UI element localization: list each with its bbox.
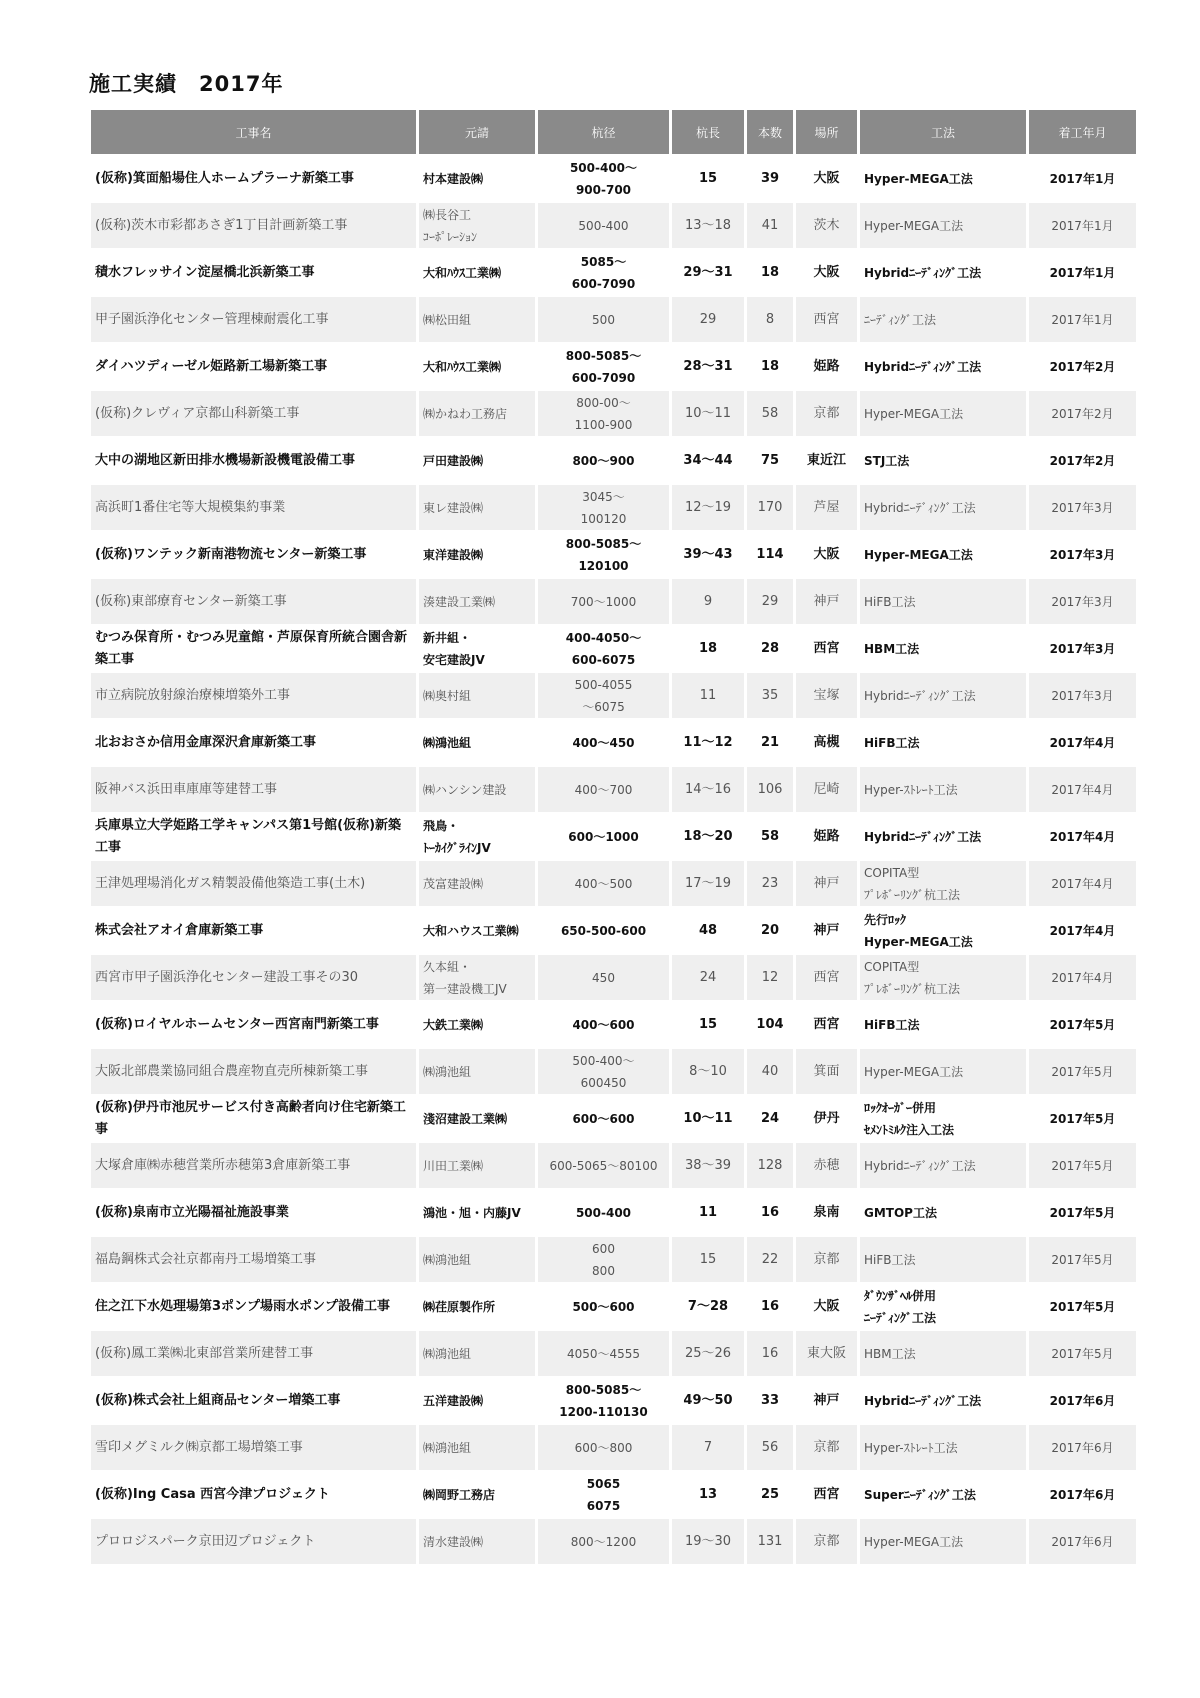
start-month-cell: 2017年4月 xyxy=(1029,955,1136,1000)
table-row xyxy=(91,1237,1136,1282)
pile-length-cell: 29 xyxy=(672,297,744,342)
start-month-cell: 2017年3月 xyxy=(1029,532,1136,577)
method-cell: Hyper-MEGA工法 xyxy=(860,1519,1026,1564)
place-cell: 京都 xyxy=(796,1519,857,1564)
contractor-cell: ㈱鴻池組 xyxy=(419,720,535,765)
project-name-cell: 高浜町1番住宅等大規模集約事業 xyxy=(91,485,416,530)
start-month-cell: 2017年3月 xyxy=(1029,485,1136,530)
method-cell: HiFB工法 xyxy=(860,720,1026,765)
method-cell: HiFB工法 xyxy=(860,579,1026,624)
pile-count-cell: 40 xyxy=(747,1049,793,1094)
pile-count-cell: 24 xyxy=(747,1096,793,1141)
pile-length-cell: 7～28 xyxy=(672,1284,744,1329)
header-pile-diameter: 杭径 xyxy=(538,110,669,154)
project-name-cell: (仮称)泉南市立光陽福祉施設事業 xyxy=(91,1190,416,1235)
pile-diameter-cell: 3045～ 100120 xyxy=(538,485,669,530)
contractor-cell: ㈱鴻池組 xyxy=(419,1049,535,1094)
method-cell: COPITA型 ﾌﾟﾚﾎﾞｰﾘﾝｸﾞ杭工法 xyxy=(860,861,1026,906)
table-row xyxy=(91,626,1136,671)
table-row xyxy=(91,1096,1136,1141)
project-name-cell: (仮称)Ing Casa 西宮今津プロジェクト xyxy=(91,1472,416,1517)
pile-diameter-cell: 400～500 xyxy=(538,861,669,906)
contractor-cell: ㈱ハンシン建設 xyxy=(419,767,535,812)
table-row xyxy=(91,438,1136,483)
project-name-cell: (仮称)クレヴィア京都山科新築工事 xyxy=(91,391,416,436)
contractor-cell: 東洋建設㈱ xyxy=(419,532,535,577)
table-body xyxy=(91,156,1136,1564)
method-cell: Hyper-MEGA工法 xyxy=(860,156,1026,201)
header-name: 工事名 xyxy=(91,110,416,154)
place-cell: 西宮 xyxy=(796,1002,857,1047)
pile-count-cell: 16 xyxy=(747,1331,793,1376)
contractor-cell: 清水建設㈱ xyxy=(419,1519,535,1564)
contractor-cell: 大和ﾊｳｽ工業㈱ xyxy=(419,250,535,295)
contractor-cell: 淺沼建設工業㈱ xyxy=(419,1096,535,1141)
pile-count-cell: 18 xyxy=(747,344,793,389)
start-month-cell: 2017年5月 xyxy=(1029,1331,1136,1376)
start-month-cell: 2017年4月 xyxy=(1029,908,1136,953)
project-name-cell: 大中の湖地区新田排水機場新設機電設備工事 xyxy=(91,438,416,483)
place-cell: 神戸 xyxy=(796,861,857,906)
pile-length-cell: 9 xyxy=(672,579,744,624)
pile-length-cell: 10～11 xyxy=(672,391,744,436)
pile-length-cell: 10～11 xyxy=(672,1096,744,1141)
pile-diameter-cell: 400-4050～ 600-6075 xyxy=(538,626,669,671)
table-row xyxy=(91,861,1136,906)
method-cell: Hybridﾆｰﾃﾞｨﾝｸﾞ工法 xyxy=(860,344,1026,389)
start-month-cell: 2017年5月 xyxy=(1029,1049,1136,1094)
start-month-cell: 2017年5月 xyxy=(1029,1143,1136,1188)
pile-diameter-cell: 500-400 xyxy=(538,1190,669,1235)
place-cell: 伊丹 xyxy=(796,1096,857,1141)
pile-diameter-cell: 600～1000 xyxy=(538,814,669,859)
project-name-cell: 雪印メグミルク㈱京都工場増築工事 xyxy=(91,1425,416,1470)
project-name-cell: 王津処理場消化ガス精製設備他築造工事(土木) xyxy=(91,861,416,906)
pile-length-cell: 8～10 xyxy=(672,1049,744,1094)
contractor-cell: 茂富建設㈱ xyxy=(419,861,535,906)
start-month-cell: 2017年5月 xyxy=(1029,1002,1136,1047)
method-cell: ﾆｰﾃﾞｨﾝｸﾞ工法 xyxy=(860,297,1026,342)
place-cell: 姫路 xyxy=(796,344,857,389)
pile-diameter-cell: 800～1200 xyxy=(538,1519,669,1564)
contractor-cell: ㈱鴻池組 xyxy=(419,1331,535,1376)
contractor-cell: 五洋建設㈱ xyxy=(419,1378,535,1423)
pile-length-cell: 18～20 xyxy=(672,814,744,859)
table-row xyxy=(91,1049,1136,1094)
start-month-cell: 2017年4月 xyxy=(1029,720,1136,765)
table-row xyxy=(91,297,1136,342)
project-name-cell: 大阪北部農業協同組合農産物直売所棟新築工事 xyxy=(91,1049,416,1094)
start-month-cell: 2017年1月 xyxy=(1029,203,1136,248)
header-start: 着工年月 xyxy=(1029,110,1136,154)
pile-length-cell: 15 xyxy=(672,156,744,201)
start-month-cell: 2017年6月 xyxy=(1029,1425,1136,1470)
pile-length-cell: 11～12 xyxy=(672,720,744,765)
contractor-cell: 湊建設工業㈱ xyxy=(419,579,535,624)
pile-diameter-cell: 5065 6075 xyxy=(538,1472,669,1517)
table-row xyxy=(91,955,1136,1000)
pile-diameter-cell: 600～600 xyxy=(538,1096,669,1141)
start-month-cell: 2017年4月 xyxy=(1029,767,1136,812)
method-cell: Hybridﾆｰﾃﾞｨﾝｸﾞ工法 xyxy=(860,673,1026,718)
pile-length-cell: 39～43 xyxy=(672,532,744,577)
project-name-cell: 福島鋼株式会社京都南丹工場増築工事 xyxy=(91,1237,416,1282)
pile-count-cell: 33 xyxy=(747,1378,793,1423)
table-header-row xyxy=(91,110,1136,154)
project-name-cell: ダイハツディーゼル姫路新工場新築工事 xyxy=(91,344,416,389)
method-cell: GMTOP工法 xyxy=(860,1190,1026,1235)
project-name-cell: 北おおさか信用金庫深沢倉庫新築工事 xyxy=(91,720,416,765)
pile-diameter-cell: 500-400～ 600450 xyxy=(538,1049,669,1094)
pile-diameter-cell: 500 xyxy=(538,297,669,342)
pile-count-cell: 16 xyxy=(747,1284,793,1329)
contractor-cell: ㈱奥村組 xyxy=(419,673,535,718)
start-month-cell: 2017年3月 xyxy=(1029,579,1136,624)
start-month-cell: 2017年4月 xyxy=(1029,861,1136,906)
place-cell: 東近江 xyxy=(796,438,857,483)
table-row xyxy=(91,1284,1136,1329)
place-cell: 大阪 xyxy=(796,1284,857,1329)
pile-diameter-cell: 400～600 xyxy=(538,1002,669,1047)
pile-diameter-cell: 400～700 xyxy=(538,767,669,812)
table-row xyxy=(91,1472,1136,1517)
start-month-cell: 2017年5月 xyxy=(1029,1096,1136,1141)
project-name-cell: (仮称)ワンテック新南港物流センター新築工事 xyxy=(91,532,416,577)
method-cell: Hyper-MEGA工法 xyxy=(860,203,1026,248)
pile-diameter-cell: 800-5085～ 1200-110130 xyxy=(538,1378,669,1423)
pile-count-cell: 170 xyxy=(747,485,793,530)
method-cell: Hybridﾆｰﾃﾞｨﾝｸﾞ工法 xyxy=(860,814,1026,859)
start-month-cell: 2017年3月 xyxy=(1029,626,1136,671)
contractor-cell: ㈱鴻池組 xyxy=(419,1425,535,1470)
place-cell: 芦屋 xyxy=(796,485,857,530)
project-name-cell: (仮称)伊丹市池尻サービス付き高齢者向け住宅新築工事 xyxy=(91,1096,416,1141)
pile-count-cell: 104 xyxy=(747,1002,793,1047)
method-cell: Hyper-MEGA工法 xyxy=(860,532,1026,577)
contractor-cell: ㈱荏原製作所 xyxy=(419,1284,535,1329)
pile-diameter-cell: 600 800 xyxy=(538,1237,669,1282)
start-month-cell: 2017年2月 xyxy=(1029,391,1136,436)
place-cell: 赤穂 xyxy=(796,1143,857,1188)
pile-count-cell: 8 xyxy=(747,297,793,342)
project-name-cell: 阪神バス浜田車庫庫等建替工事 xyxy=(91,767,416,812)
pile-length-cell: 7 xyxy=(672,1425,744,1470)
pile-length-cell: 13 xyxy=(672,1472,744,1517)
project-name-cell: (仮称)株式会社上組商品センター増築工事 xyxy=(91,1378,416,1423)
project-name-cell: プロロジスパーク京田辺プロジェクト xyxy=(91,1519,416,1564)
pile-diameter-cell: 800～900 xyxy=(538,438,669,483)
pile-length-cell: 19～30 xyxy=(672,1519,744,1564)
table-row xyxy=(91,673,1136,718)
project-name-cell: (仮称)箕面船場住人ホームプラーナ新築工事 xyxy=(91,156,416,201)
pile-count-cell: 39 xyxy=(747,156,793,201)
pile-count-cell: 16 xyxy=(747,1190,793,1235)
place-cell: 西宮 xyxy=(796,955,857,1000)
pile-diameter-cell: 600～800 xyxy=(538,1425,669,1470)
method-cell: Hybridﾆｰﾃﾞｨﾝｸﾞ工法 xyxy=(860,485,1026,530)
table-row xyxy=(91,156,1136,201)
pile-diameter-cell: 600-5065～80100 xyxy=(538,1143,669,1188)
place-cell: 京都 xyxy=(796,391,857,436)
project-name-cell: (仮称)茨木市彩都あさぎ1丁目計画新築工事 xyxy=(91,203,416,248)
table-row xyxy=(91,344,1136,389)
pile-count-cell: 128 xyxy=(747,1143,793,1188)
table-row xyxy=(91,1002,1136,1047)
contractor-cell: ㈱松田組 xyxy=(419,297,535,342)
table-row xyxy=(91,814,1136,859)
pile-diameter-cell: 5085～ 600-7090 xyxy=(538,250,669,295)
contractor-cell: 久本組・ 第一建設機工JV xyxy=(419,955,535,1000)
place-cell: 宝塚 xyxy=(796,673,857,718)
start-month-cell: 2017年5月 xyxy=(1029,1237,1136,1282)
project-name-cell: 兵庫県立大学姫路工学キャンパス第1号館(仮称)新築工事 xyxy=(91,814,416,859)
pile-length-cell: 12～19 xyxy=(672,485,744,530)
pile-length-cell: 29～31 xyxy=(672,250,744,295)
table-row xyxy=(91,203,1136,248)
pile-length-cell: 11 xyxy=(672,1190,744,1235)
table-row xyxy=(91,1331,1136,1376)
contractor-cell: ㈱かねわ工務店 xyxy=(419,391,535,436)
project-name-cell: 積水フレッサイン淀屋橋北浜新築工事 xyxy=(91,250,416,295)
table-row xyxy=(91,1378,1136,1423)
pile-diameter-cell: 800-5085～120100 xyxy=(538,532,669,577)
pile-length-cell: 15 xyxy=(672,1237,744,1282)
table-row xyxy=(91,908,1136,953)
pile-diameter-cell: 4050～4555 xyxy=(538,1331,669,1376)
place-cell: 神戸 xyxy=(796,579,857,624)
pile-count-cell: 75 xyxy=(747,438,793,483)
method-cell: Hybridﾆｰﾃﾞｨﾝｸﾞ工法 xyxy=(860,250,1026,295)
pile-count-cell: 18 xyxy=(747,250,793,295)
table-row xyxy=(91,1143,1136,1188)
construction-records-table xyxy=(88,108,1139,1566)
pile-diameter-cell: 500-4055 ～6075 xyxy=(538,673,669,718)
start-month-cell: 2017年5月 xyxy=(1029,1284,1136,1329)
pile-count-cell: 58 xyxy=(747,814,793,859)
method-cell: STJ工法 xyxy=(860,438,1026,483)
table-row xyxy=(91,532,1136,577)
place-cell: 高槻 xyxy=(796,720,857,765)
start-month-cell: 2017年2月 xyxy=(1029,344,1136,389)
method-cell: 先行ﾛｯｸ Hyper-MEGA工法 xyxy=(860,908,1026,953)
contractor-cell: 大和ハウス工業㈱ xyxy=(419,908,535,953)
pile-count-cell: 114 xyxy=(747,532,793,577)
pile-length-cell: 24 xyxy=(672,955,744,1000)
pile-count-cell: 29 xyxy=(747,579,793,624)
header-contractor: 元請 xyxy=(419,110,535,154)
project-name-cell: 株式会社アオイ倉庫新築工事 xyxy=(91,908,416,953)
pile-count-cell: 106 xyxy=(747,767,793,812)
project-name-cell: 住之江下水処理場第3ポンプ場雨水ポンプ設備工事 xyxy=(91,1284,416,1329)
table-row xyxy=(91,1190,1136,1235)
pile-count-cell: 41 xyxy=(747,203,793,248)
method-cell: Hybridﾆｰﾃﾞｨﾝｸﾞ工法 xyxy=(860,1143,1026,1188)
table-row xyxy=(91,579,1136,624)
pile-length-cell: 49～50 xyxy=(672,1378,744,1423)
place-cell: 神戸 xyxy=(796,1378,857,1423)
method-cell: Hyper-ｽﾄﾚｰﾄ工法 xyxy=(860,1425,1026,1470)
pile-diameter-cell: 500-400～ 900-700 xyxy=(538,156,669,201)
pile-diameter-cell: 650-500-600 xyxy=(538,908,669,953)
pile-count-cell: 58 xyxy=(747,391,793,436)
pile-length-cell: 34～44 xyxy=(672,438,744,483)
place-cell: 泉南 xyxy=(796,1190,857,1235)
start-month-cell: 2017年6月 xyxy=(1029,1519,1136,1564)
place-cell: 大阪 xyxy=(796,156,857,201)
place-cell: 西宮 xyxy=(796,1472,857,1517)
pile-length-cell: 17～19 xyxy=(672,861,744,906)
pile-count-cell: 35 xyxy=(747,673,793,718)
table-row xyxy=(91,767,1136,812)
contractor-cell: 村本建設㈱ xyxy=(419,156,535,201)
contractor-cell: 鴻池・旭・内藤JV xyxy=(419,1190,535,1235)
header-method: 工法 xyxy=(860,110,1026,154)
pile-length-cell: 18 xyxy=(672,626,744,671)
start-month-cell: 2017年4月 xyxy=(1029,814,1136,859)
contractor-cell: 大鉄工業㈱ xyxy=(419,1002,535,1047)
place-cell: 尼崎 xyxy=(796,767,857,812)
project-name-cell: (仮称)ロイヤルホームセンター西宮南門新築工事 xyxy=(91,1002,416,1047)
method-cell: ﾛｯｸｵｰｶﾞｰ併用 ｾﾒﾝﾄﾐﾙｸ注入工法 xyxy=(860,1096,1026,1141)
place-cell: 大阪 xyxy=(796,250,857,295)
place-cell: 大阪 xyxy=(796,532,857,577)
project-name-cell: (仮称)鳳工業㈱北東部営業所建替工事 xyxy=(91,1331,416,1376)
method-cell: ﾀﾞｳﾝｻﾞﾍﾙ併用 ﾆｰﾃﾞｨﾝｸﾞ工法 xyxy=(860,1284,1026,1329)
pile-diameter-cell: 800-00～ 1100-900 xyxy=(538,391,669,436)
pile-count-cell: 20 xyxy=(747,908,793,953)
place-cell: 姫路 xyxy=(796,814,857,859)
contractor-cell: 東レ建設㈱ xyxy=(419,485,535,530)
pile-length-cell: 13～18 xyxy=(672,203,744,248)
pile-count-cell: 12 xyxy=(747,955,793,1000)
project-name-cell: (仮称)東部療育センター新築工事 xyxy=(91,579,416,624)
method-cell: Hyper-MEGA工法 xyxy=(860,391,1026,436)
start-month-cell: 2017年6月 xyxy=(1029,1378,1136,1423)
method-cell: Superﾆｰﾃﾞｨﾝｸﾞ工法 xyxy=(860,1472,1026,1517)
method-cell: Hybridﾆｰﾃﾞｨﾝｸﾞ工法 xyxy=(860,1378,1026,1423)
contractor-cell: 川田工業㈱ xyxy=(419,1143,535,1188)
project-name-cell: 市立病院放射線治療棟増築外工事 xyxy=(91,673,416,718)
pile-length-cell: 38～39 xyxy=(672,1143,744,1188)
pile-count-cell: 21 xyxy=(747,720,793,765)
table-row xyxy=(91,485,1136,530)
method-cell: HiFB工法 xyxy=(860,1002,1026,1047)
contractor-cell: 飛鳥・ ﾄｰｶｲｸﾞﾗｲﾝJV xyxy=(419,814,535,859)
place-cell: 茨木 xyxy=(796,203,857,248)
pile-count-cell: 23 xyxy=(747,861,793,906)
pile-length-cell: 28～31 xyxy=(672,344,744,389)
contractor-cell: 大和ﾊｳｽ工業㈱ xyxy=(419,344,535,389)
pile-count-cell: 28 xyxy=(747,626,793,671)
pile-length-cell: 48 xyxy=(672,908,744,953)
place-cell: 神戸 xyxy=(796,908,857,953)
project-name-cell: 西宮市甲子園浜浄化センター建設工事その30 xyxy=(91,955,416,1000)
contractor-cell: 戸田建設㈱ xyxy=(419,438,535,483)
place-cell: 西宮 xyxy=(796,626,857,671)
start-month-cell: 2017年1月 xyxy=(1029,156,1136,201)
place-cell: 箕面 xyxy=(796,1049,857,1094)
place-cell: 京都 xyxy=(796,1237,857,1282)
pile-count-cell: 22 xyxy=(747,1237,793,1282)
header-pile-length: 杭長 xyxy=(672,110,744,154)
start-month-cell: 2017年3月 xyxy=(1029,673,1136,718)
project-name-cell: 甲子園浜浄化センター管理棟耐震化工事 xyxy=(91,297,416,342)
pile-count-cell: 131 xyxy=(747,1519,793,1564)
pile-length-cell: 25～26 xyxy=(672,1331,744,1376)
table-row xyxy=(91,1425,1136,1470)
pile-diameter-cell: 700～1000 xyxy=(538,579,669,624)
pile-diameter-cell: 400～450 xyxy=(538,720,669,765)
table-row xyxy=(91,1519,1136,1564)
place-cell: 京都 xyxy=(796,1425,857,1470)
pile-diameter-cell: 800-5085～ 600-7090 xyxy=(538,344,669,389)
start-month-cell: 2017年6月 xyxy=(1029,1472,1136,1517)
contractor-cell: ㈱岡野工務店 xyxy=(419,1472,535,1517)
pile-length-cell: 11 xyxy=(672,673,744,718)
contractor-cell: ㈱長谷工 ｺｰﾎﾟﾚｰｼｮﾝ xyxy=(419,203,535,248)
start-month-cell: 2017年5月 xyxy=(1029,1190,1136,1235)
start-month-cell: 2017年1月 xyxy=(1029,297,1136,342)
place-cell: 西宮 xyxy=(796,297,857,342)
pile-diameter-cell: 450 xyxy=(538,955,669,1000)
contractor-cell: ㈱鴻池組 xyxy=(419,1237,535,1282)
pile-length-cell: 15 xyxy=(672,1002,744,1047)
method-cell: Hyper-MEGA工法 xyxy=(860,1049,1026,1094)
pile-diameter-cell: 500-400 xyxy=(538,203,669,248)
method-cell: HBM工法 xyxy=(860,1331,1026,1376)
header-count: 本数 xyxy=(747,110,793,154)
method-cell: HiFB工法 xyxy=(860,1237,1026,1282)
pile-length-cell: 14～16 xyxy=(672,767,744,812)
method-cell: Hyper-ｽﾄﾚｰﾄ工法 xyxy=(860,767,1026,812)
table-row xyxy=(91,250,1136,295)
table-row xyxy=(91,720,1136,765)
contractor-cell: 新井組・ 安宅建設JV xyxy=(419,626,535,671)
place-cell: 東大阪 xyxy=(796,1331,857,1376)
project-name-cell: むつみ保育所・むつみ児童館・芦原保育所統合園舎新築工事 xyxy=(91,626,416,671)
method-cell: HBM工法 xyxy=(860,626,1026,671)
method-cell: COPITA型 ﾌﾟﾚﾎﾞｰﾘﾝｸﾞ杭工法 xyxy=(860,955,1026,1000)
header-place: 場所 xyxy=(796,110,857,154)
page-title: 施工実績 2017年 xyxy=(89,72,284,96)
start-month-cell: 2017年1月 xyxy=(1029,250,1136,295)
pile-count-cell: 25 xyxy=(747,1472,793,1517)
pile-diameter-cell: 500～600 xyxy=(538,1284,669,1329)
project-name-cell: 大塚倉庫㈱赤穂営業所赤穂第3倉庫新築工事 xyxy=(91,1143,416,1188)
pile-count-cell: 56 xyxy=(747,1425,793,1470)
table-row xyxy=(91,391,1136,436)
start-month-cell: 2017年2月 xyxy=(1029,438,1136,483)
